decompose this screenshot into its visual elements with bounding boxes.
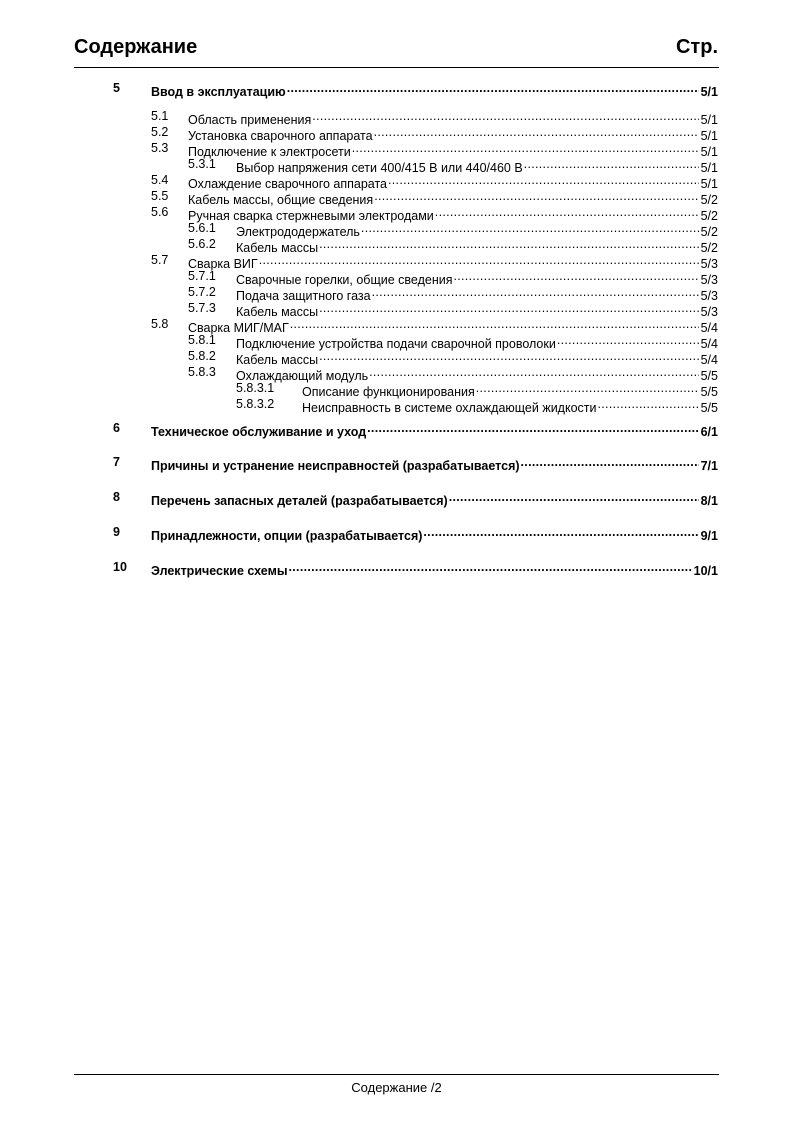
- toc-number: 5.1: [151, 109, 169, 123]
- toc-entry[interactable]: [0, 489, 793, 508]
- toc-title: Подключение устройства подачи сварочной проволоки: [236, 337, 556, 351]
- toc-leader-dots: [374, 188, 698, 204]
- toc-entry[interactable]: [0, 332, 793, 351]
- toc-title: Область применения: [188, 113, 312, 127]
- toc-page-number: 5/1: [700, 129, 718, 143]
- toc-leader-dots: [259, 252, 699, 268]
- toc-entry[interactable]: [0, 172, 793, 191]
- toc-page-number: 5/1: [700, 145, 718, 159]
- toc-title: Описание функционирования: [302, 385, 475, 399]
- toc-entry[interactable]: [0, 524, 793, 543]
- toc-number: 5.6: [151, 205, 169, 219]
- toc-title: Электрические схемы: [151, 564, 288, 578]
- toc-entry[interactable]: [0, 252, 793, 271]
- toc-title: Электрододержатель: [236, 225, 360, 239]
- toc-number: 8: [113, 490, 120, 504]
- toc-number: 5.8.3: [188, 365, 216, 379]
- toc-title: Подключение к электросети: [188, 145, 351, 159]
- toc-leader-dots: [423, 524, 698, 540]
- toc-page-number: 5/1: [700, 161, 718, 175]
- footer-text: Содержание /2: [351, 1080, 442, 1095]
- toc-page-number: 5/2: [700, 241, 718, 255]
- toc-number: 9: [113, 525, 120, 539]
- toc-number: 6: [113, 421, 120, 435]
- toc-entry[interactable]: [0, 284, 793, 303]
- toc-leader-dots: [312, 108, 698, 124]
- toc-leader-dots: [374, 124, 699, 140]
- toc-page-number: 8/1: [700, 494, 718, 508]
- toc-number: 5.5: [151, 189, 169, 203]
- toc-number: 5.8.3.1: [236, 381, 275, 395]
- toc-leader-dots: [319, 236, 699, 252]
- toc-leader-dots: [352, 140, 699, 156]
- toc-page-number: 5/4: [700, 321, 718, 335]
- toc-title: Сварка МИГ/МАГ: [188, 321, 289, 335]
- toc-number: 5.8.2: [188, 349, 216, 363]
- toc-page-number: 5/4: [700, 353, 718, 367]
- toc-entry[interactable]: [0, 364, 793, 383]
- toc-title: Кабель массы: [236, 305, 319, 319]
- toc-entry[interactable]: [0, 124, 793, 143]
- toc-entry[interactable]: [0, 156, 793, 175]
- toc-title: Техническое обслуживание и уход: [151, 425, 367, 439]
- toc-number: 5.3.1: [188, 157, 216, 171]
- toc-leader-dots: [435, 204, 699, 220]
- toc-title: Установка сварочного аппарата: [188, 129, 373, 143]
- toc-number: 5.8.1: [188, 333, 216, 347]
- toc-page-number: 5/5: [700, 369, 718, 383]
- toc-entry[interactable]: [0, 454, 793, 473]
- toc-entry[interactable]: [0, 108, 793, 127]
- toc-number: 5.6.2: [188, 237, 216, 251]
- toc-number: 5.2: [151, 125, 169, 139]
- page-title: Содержание: [74, 36, 198, 58]
- toc-title: Перечень запасных деталей (разрабатывается): [151, 494, 448, 508]
- toc-title: Кабель массы: [236, 241, 319, 255]
- toc-title: Неисправность в системе охлаждающей жидкости: [302, 401, 597, 415]
- toc-leader-dots: [319, 300, 699, 316]
- toc-number: 5.7.3: [188, 301, 216, 315]
- toc-page-number: 5/1: [700, 177, 718, 191]
- toc-number: 5.3: [151, 141, 169, 155]
- toc-number: 5.7.1: [188, 269, 216, 283]
- toc-entry[interactable]: [0, 316, 793, 335]
- toc-leader-dots: [372, 284, 699, 300]
- toc-leader-dots: [367, 420, 698, 436]
- toc-page-number: 5/3: [700, 257, 718, 271]
- toc-title: Сварка ВИГ: [188, 257, 258, 271]
- toc-entry[interactable]: [0, 559, 793, 578]
- footer-divider: [74, 1074, 719, 1075]
- toc-leader-dots: [319, 348, 699, 364]
- toc-number: 5.7: [151, 253, 169, 267]
- toc-leader-dots: [598, 396, 699, 412]
- toc-entry[interactable]: [0, 204, 793, 223]
- toc-number: 7: [113, 455, 120, 469]
- toc-page-number: 5/2: [700, 225, 718, 239]
- toc-title: Подача защитного газа: [236, 289, 371, 303]
- toc-entry[interactable]: [0, 140, 793, 159]
- toc-entry[interactable]: [0, 396, 793, 415]
- toc-page-number: 5/5: [700, 401, 718, 415]
- header-divider: [74, 67, 719, 68]
- toc-page-number: 10/1: [693, 564, 718, 578]
- toc-title: Кабель массы: [236, 353, 319, 367]
- toc-entry[interactable]: [0, 236, 793, 255]
- toc-title: Причины и устранение неисправностей (разрабатывается): [151, 459, 520, 473]
- toc-number: 5: [113, 81, 120, 95]
- toc-entry[interactable]: [0, 268, 793, 287]
- toc-page-number: 5/5: [700, 385, 718, 399]
- toc-title: Охлаждающий модуль: [236, 369, 369, 383]
- toc-entry[interactable]: [0, 80, 793, 99]
- toc-page-number: 5/3: [700, 289, 718, 303]
- toc-page-number: 5/4: [700, 337, 718, 351]
- toc-entry[interactable]: [0, 380, 793, 399]
- toc-number: 5.7.2: [188, 285, 216, 299]
- toc-page-number: 5/2: [700, 193, 718, 207]
- toc-leader-dots: [476, 380, 699, 396]
- toc-leader-dots: [287, 80, 699, 96]
- toc-leader-dots: [388, 172, 699, 188]
- toc-page-number: 5/3: [700, 305, 718, 319]
- toc-title: Охлаждение сварочного аппарата: [188, 177, 388, 191]
- toc-title: Выбор напряжения сети 400/415 В или 440/460 В: [236, 161, 523, 175]
- toc-entry[interactable]: [0, 220, 793, 239]
- toc-leader-dots: [524, 156, 699, 172]
- toc-title: Сварочные горелки, общие сведения: [236, 273, 453, 287]
- toc-page-number: 9/1: [700, 529, 718, 543]
- toc-leader-dots: [361, 220, 699, 236]
- page-column-label: Стр.: [675, 36, 718, 58]
- toc-entry[interactable]: [0, 188, 793, 207]
- toc-leader-dots: [557, 332, 699, 348]
- toc-title: Ввод в эксплуатацию: [151, 85, 286, 99]
- toc-leader-dots: [290, 316, 699, 332]
- toc-page-number: 7/1: [700, 459, 718, 473]
- toc-number: 5.6.1: [188, 221, 216, 235]
- toc-number: 5.8.3.2: [236, 397, 275, 411]
- toc-page-number: 5/1: [700, 113, 718, 127]
- toc-page-number: 5/1: [700, 85, 718, 99]
- toc-leader-dots: [449, 489, 699, 505]
- toc-leader-dots: [369, 364, 698, 380]
- toc-page-number: 5/3: [700, 273, 718, 287]
- toc-entry[interactable]: [0, 300, 793, 319]
- toc-entry[interactable]: [0, 420, 793, 439]
- toc-title: Принадлежности, опции (разрабатывается): [151, 529, 423, 543]
- toc-title: Кабель массы, общие сведения: [188, 193, 374, 207]
- toc-page-number: 5/2: [700, 209, 718, 223]
- toc-leader-dots: [453, 268, 698, 284]
- toc-number: 5.4: [151, 173, 169, 187]
- toc-entry[interactable]: [0, 348, 793, 367]
- toc-title: Ручная сварка стержневыми электродами: [188, 209, 434, 223]
- toc-page-number: 6/1: [700, 425, 718, 439]
- toc-number: 5.8: [151, 317, 169, 331]
- toc-number: 10: [113, 560, 127, 574]
- toc-leader-dots: [521, 454, 699, 470]
- toc-leader-dots: [289, 559, 692, 575]
